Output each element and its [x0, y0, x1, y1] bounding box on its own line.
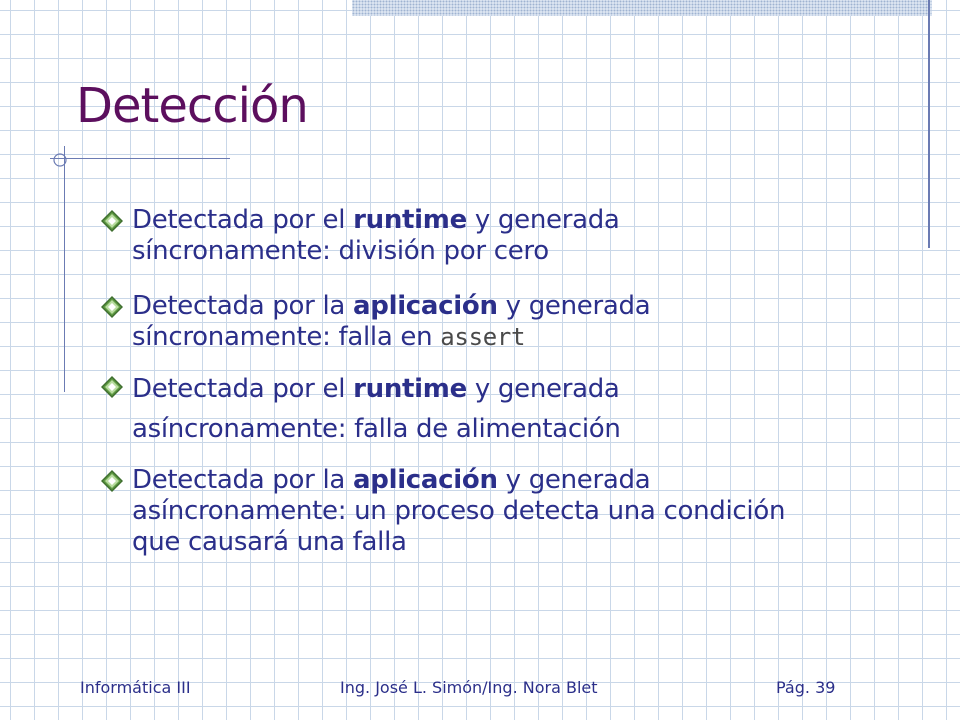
bullet-text-pre: Detectada por el	[132, 374, 354, 404]
footer-page-number: Pág. 39	[776, 678, 836, 697]
corner-pattern	[352, 0, 932, 16]
left-vertical-rule	[64, 146, 65, 392]
bullet-text-post: y generada asíncronamente: falla de alimentación	[132, 374, 621, 444]
diamond-bullet-icon	[100, 295, 124, 319]
bullet-item	[100, 369, 820, 449]
diamond-bullet-icon	[100, 209, 124, 233]
bullet-text-bold: aplicación	[353, 291, 498, 321]
footer-authors: Ing. José L. Simón/Ing. Nora Blet	[340, 678, 598, 697]
crosshair-icon	[52, 152, 68, 168]
bullet-code: assert	[440, 323, 526, 351]
right-vertical-rule	[928, 0, 930, 248]
title-underline-rule	[50, 158, 230, 159]
bullet-item	[100, 205, 820, 267]
bullet-text-post: y generada síncronamente: falla en	[132, 291, 651, 352]
bullet-text-bold: aplicación	[353, 465, 498, 495]
footer-course: Informática III	[80, 678, 191, 697]
bullet-text-bold: runtime	[353, 374, 467, 404]
diamond-bullet-icon	[100, 469, 124, 493]
bullet-list	[100, 205, 820, 582]
bullet-text-post: y generada asíncronamente: un proceso detecta una condición que causará una falla	[132, 465, 786, 557]
diamond-bullet-icon	[100, 375, 124, 399]
bullet-item	[100, 465, 820, 558]
bullet-text-pre: Detectada por el	[132, 205, 354, 235]
bullet-text-bold: runtime	[353, 205, 467, 235]
bullet-item	[100, 291, 820, 353]
bullet-text-pre: Detectada por la	[132, 465, 354, 495]
bullet-text-post: y generada síncronamente: división por cero	[132, 205, 620, 266]
bullet-text-pre: Detectada por la	[132, 291, 354, 321]
slide-title: Detección	[76, 78, 308, 134]
